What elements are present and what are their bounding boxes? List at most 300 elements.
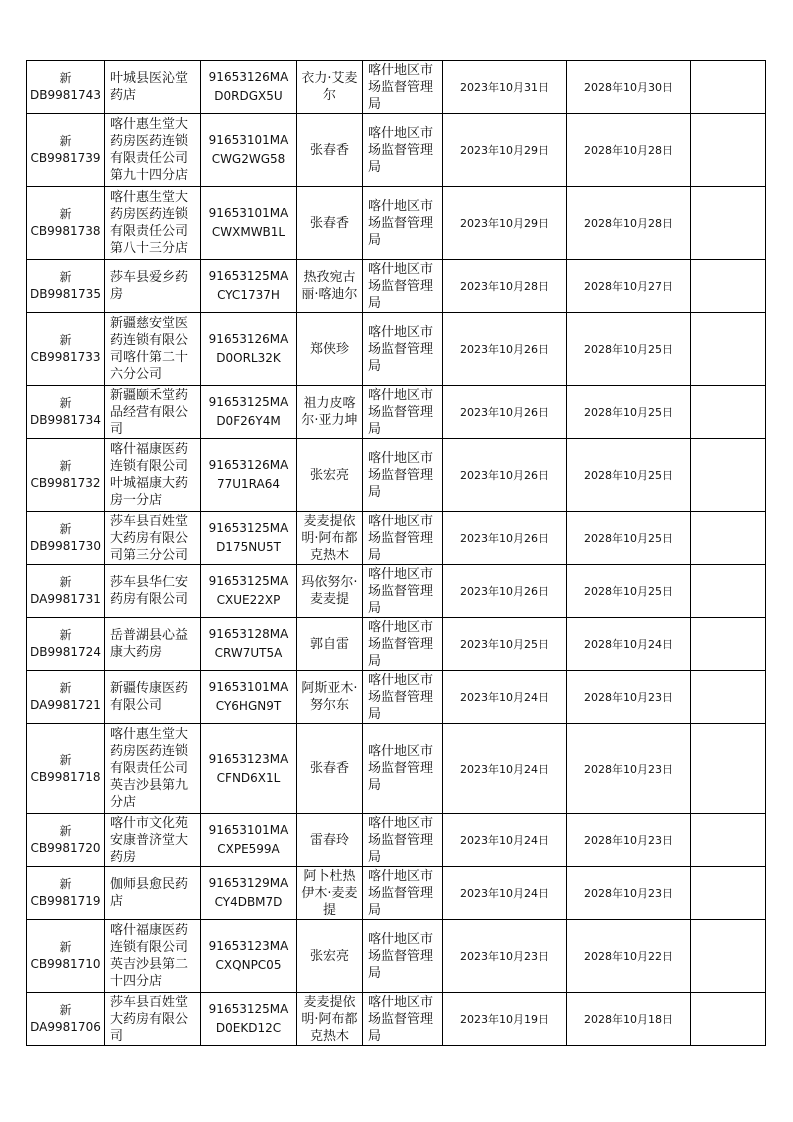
issue-date-cell: 2023年10月31日 [443,61,567,114]
license-number: CB9981733 [30,350,101,364]
province-prefix: 新 [59,752,72,767]
cell-line: 药店 [110,88,137,103]
remarks-cell [691,260,766,313]
cell-line: 张春香 [309,142,349,158]
cell-line: 品经营有限公 [110,404,189,420]
province-prefix: 新 [59,333,72,347]
license-number-cell [27,61,105,114]
remarks-cell [691,313,766,386]
credit-code-cell [201,814,297,867]
legal-person-cell [297,993,363,1046]
cell-line: 有限公司 [110,698,163,713]
cell-line: 第八十三分店 [110,241,189,256]
cell-line: CWXMWB1L [211,225,286,239]
legal-person-cell [297,920,363,993]
cell-line: 91653125MA [208,1002,289,1016]
cell-line: 场监督管理 [368,215,434,231]
cell-line: CRW7UT5A [214,646,283,660]
cell-line: 明·阿布都 [301,1011,358,1027]
cell-line: 药房医药连锁 [110,207,189,222]
cell-line: 局 [368,849,382,865]
issuing-authority-cell [363,439,443,512]
cell-line: 91653128MA [208,627,289,641]
expiry-date-cell: 2028年10月23日 [567,867,691,920]
table-row [27,920,766,993]
cell-line: 热孜宛古 [303,270,356,285]
license-number: DB9981743 [30,88,101,102]
cell-line: 局 [368,295,382,311]
legal-person-cell [297,187,363,260]
remarks-cell [691,114,766,187]
province-prefix: 新 [59,877,72,891]
cell-line: 郭自雷 [309,636,349,652]
issuing-authority-cell [363,565,443,618]
cell-line: 喀什地区市 [368,672,434,688]
license-number-cell [27,867,105,920]
cell-line: 丽·喀迪尔 [301,287,358,302]
cell-line: 麦麦提 [309,592,349,607]
remarks-cell [691,439,766,512]
credit-code-cell [201,993,297,1046]
cell-line: 大药房有限公 [110,530,189,546]
legal-person-cell [297,867,363,920]
license-number-cell [27,565,105,618]
license-number-cell [27,187,105,260]
expiry-date-cell: 2028年10月28日 [567,187,691,260]
cell-line: 店 [110,894,124,909]
cell-line: 玛依努尔· [301,575,358,590]
company-name-cell [105,386,201,439]
license-number: DB9981730 [30,539,101,553]
legal-person-cell [297,61,363,114]
cell-line: 91653101MA [208,206,289,220]
expiry-date-cell: 2028年10月25日 [567,313,691,386]
cell-line: 岳普湖县心益 [110,628,189,643]
issue-date-cell: 2023年10月29日 [443,114,567,187]
remarks-cell [691,814,766,867]
province-prefix: 新 [59,824,72,838]
cell-line: CY6HGN9T [215,699,282,713]
cell-line: 药房有限公司 [110,592,189,607]
issue-date-cell: 2023年10月24日 [443,867,567,920]
legal-person-cell [297,565,363,618]
cell-line: 第九十四分店 [110,168,189,183]
cell-line: 郑侠珍 [309,341,349,357]
legal-person-cell [297,512,363,565]
cell-line: 有限责任公司 [110,761,189,776]
issuing-authority-cell [363,61,443,114]
issuing-authority-cell [363,867,443,920]
province-prefix: 新 [59,71,72,85]
cell-line: CWG2WG58 [211,152,286,166]
cell-line: 克热木 [309,547,349,563]
table-row [27,386,766,439]
cell-line: 喀什惠生堂大 [110,117,189,132]
cell-line: 有限责任公司 [110,224,189,239]
legal-person-cell [297,439,363,512]
province-prefix: 新 [59,628,72,642]
expiry-date-cell: 2028年10月24日 [567,618,691,671]
cell-line: CXUE22XP [216,593,281,607]
company-name-cell [105,618,201,671]
cell-line: 局 [368,358,382,374]
cell-line: 提 [322,902,336,918]
cell-line: 麦麦提依 [303,513,356,529]
issuing-authority-cell [363,814,443,867]
cell-line: 六分公司 [110,367,163,382]
license-number: DB9981734 [30,413,101,427]
license-number: CB9981710 [30,957,101,971]
cell-line: 伽师县愈民药 [110,877,189,892]
cell-line: 场监督管理 [368,948,434,964]
cell-line: 91653123MA [208,939,289,953]
cell-line: 局 [368,232,382,248]
license-number-cell [27,313,105,386]
issuing-authority-cell [363,618,443,671]
cell-line: 十四分店 [110,974,163,989]
cell-line: 喀什地区市 [368,198,434,214]
license-number: CB9981719 [30,894,101,908]
issue-date-cell: 2023年10月24日 [443,724,567,814]
cell-line: 阿卜杜热 [303,868,356,884]
remarks-cell [691,618,766,671]
credit-code-cell [201,386,297,439]
expiry-date-cell: 2028年10月28日 [567,114,691,187]
issuing-authority-cell [363,920,443,993]
cell-line: 张春香 [309,215,349,231]
cell-line: 大药房有限公 [110,1011,189,1027]
cell-line: 新疆颐禾堂药 [110,387,189,403]
company-name-cell [105,724,201,814]
cell-line: 喀什福康医药 [110,442,189,457]
cell-line: 喀什地区市 [368,261,434,277]
credit-code-cell [201,512,297,565]
license-number-cell [27,439,105,512]
issuing-authority-cell [363,671,443,724]
remarks-cell [691,724,766,814]
cell-line: 场监督管理 [368,636,434,652]
province-prefix: 新 [59,681,72,695]
company-name-cell [105,114,201,187]
credit-code-cell [201,867,297,920]
cell-line: 麦麦提依 [303,994,356,1010]
cell-line: 莎车县百姓堂 [110,994,189,1010]
cell-line: 房 [110,287,124,302]
issuing-authority-cell [363,114,443,187]
province-prefix: 新 [59,1003,72,1017]
cell-line: 喀什福康医药 [110,923,189,938]
province-prefix: 新 [59,270,72,284]
cell-line: 91653126MA [208,332,289,346]
license-number-cell [27,993,105,1046]
issuing-authority-cell [363,386,443,439]
table-row [27,565,766,618]
cell-line: 喀什地区市 [368,931,434,947]
cell-line: 新疆传康医药 [110,681,189,696]
issue-date-cell: 2023年10月29日 [443,187,567,260]
issuing-authority-cell [363,187,443,260]
cell-line: 场监督管理 [368,761,434,776]
cell-line: 局 [368,706,382,722]
cell-line: 司第三分公司 [110,547,189,563]
table-row [27,724,766,814]
cell-line: 叶城县医沁堂 [110,71,189,86]
cell-line: 喀什地区市 [368,62,434,78]
expiry-date-cell: 2028年10月25日 [567,565,691,618]
cell-line: 91653123MA [208,751,289,766]
cell-line: 连锁有限公司 [110,940,189,955]
cell-line: D0EKD12C [215,1021,282,1035]
cell-line: 喀什地区市 [368,387,434,403]
issue-date-cell: 2023年10月26日 [443,313,567,386]
legal-person-cell [297,114,363,187]
license-number: DA9981706 [30,1020,101,1034]
issue-date-cell: 2023年10月26日 [443,386,567,439]
table-body [27,61,766,1046]
remarks-cell [691,565,766,618]
cell-line: 房一分店 [110,493,163,508]
cell-line: 局 [368,653,382,669]
cell-line: D0RDGX5U [214,89,283,103]
cell-line: CFND6X1L [216,770,281,785]
license-number-cell [27,512,105,565]
credit-code-cell [201,187,297,260]
license-number-cell [27,814,105,867]
license-number-cell [27,920,105,993]
cell-line: 莎车县百姓堂 [110,513,189,529]
credit-code-cell [201,671,297,724]
credit-code-cell [201,920,297,993]
credit-code-cell [201,313,297,386]
cell-line: 尔·亚力坤 [301,413,358,428]
company-name-cell [105,61,201,114]
license-number-cell [27,114,105,187]
issue-date-cell: 2023年10月23日 [443,920,567,993]
license-number: CB9981718 [30,769,101,784]
issue-date-cell: 2023年10月24日 [443,814,567,867]
cell-line: 喀什地区市 [368,324,434,340]
company-name-cell [105,187,201,260]
remarks-cell [691,867,766,920]
cell-line: 康大药房 [110,645,163,660]
remarks-cell [691,671,766,724]
expiry-date-cell: 2028年10月23日 [567,671,691,724]
cell-line: 新疆慈安堂医 [110,316,189,331]
legal-person-cell [297,386,363,439]
cell-line: 司 [110,421,124,437]
cell-line: 场监督管理 [368,404,434,420]
expiry-date-cell: 2028年10月25日 [567,512,691,565]
credit-code-cell [201,439,297,512]
province-prefix: 新 [59,459,72,473]
cell-line: 91653101MA [208,680,289,694]
credit-code-cell [201,114,297,187]
license-number-cell [27,260,105,313]
cell-line: 英吉沙县第二 [110,957,189,972]
license-number: CB9981738 [30,224,101,238]
license-number: CB9981739 [30,151,101,165]
issue-date-cell: 2023年10月26日 [443,439,567,512]
company-name-cell [105,814,201,867]
cell-line: 莎车县爱乡药 [110,270,189,285]
legal-person-cell [297,814,363,867]
cell-line: D0F26Y4M [216,414,281,428]
cell-line: 喀什惠生堂大 [110,190,189,205]
legal-person-cell [297,618,363,671]
province-prefix: 新 [59,134,72,148]
legal-person-cell [297,724,363,814]
license-number-cell [27,618,105,671]
license-number: DB9981724 [30,645,101,659]
cell-line: 喀什地区市 [368,744,434,759]
expiry-date-cell: 2028年10月27日 [567,260,691,313]
issuing-authority-cell [363,993,443,1046]
issue-date-cell: 2023年10月26日 [443,512,567,565]
table-row [27,993,766,1046]
issue-date-cell: 2023年10月25日 [443,618,567,671]
credit-code-cell [201,618,297,671]
license-number: CB9981720 [30,841,101,855]
company-name-cell [105,993,201,1046]
table-row [27,618,766,671]
cell-line: 91653101MA [208,133,289,147]
license-number-cell [27,724,105,814]
cell-line: 喀什惠生堂大 [110,727,189,742]
cell-line: 91653125MA [208,395,289,409]
cell-line: 91653126MA [208,70,289,84]
cell-line: 喀什地区市 [368,619,434,635]
cell-line: 药房医药连锁 [110,744,189,759]
company-name-cell [105,671,201,724]
cell-line: 91653125MA [208,269,289,283]
cell-line: 司喀什第二十 [110,350,189,365]
cell-line: 喀什市文化苑 [110,815,189,831]
cell-line: 阿斯亚木· [301,681,358,696]
license-number: DA9981731 [30,592,101,606]
cell-line: 司 [110,1028,124,1044]
cell-line: 分店 [110,795,137,810]
issuing-authority-cell [363,724,443,814]
cell-line: 克热木 [309,1028,349,1044]
cell-line: 场监督管理 [368,885,434,901]
cell-line: 莎车县华仁安 [110,575,189,590]
cell-line: 尔 [322,88,336,103]
cell-line: 伊木·麦麦 [301,885,358,901]
credit-code-cell [201,724,297,814]
issue-date-cell: 2023年10月26日 [443,565,567,618]
cell-line: 明·阿布都 [301,530,358,546]
cell-line: 场监督管理 [368,341,434,357]
license-number-cell [27,386,105,439]
company-name-cell [105,512,201,565]
table-row [27,260,766,313]
cell-line: 药房 [110,849,137,865]
table-row [27,114,766,187]
province-prefix: 新 [59,207,72,221]
license-number: DA9981721 [30,698,101,712]
cell-line: D175NU5T [216,540,281,554]
cell-line: 局 [368,547,382,563]
legal-person-cell [297,671,363,724]
cell-line: 努尔东 [309,698,349,713]
expiry-date-cell: 2028年10月23日 [567,814,691,867]
issue-date-cell: 2023年10月28日 [443,260,567,313]
credit-code-cell [201,61,297,114]
cell-line: 张宏亮 [309,948,349,964]
cell-line: 祖力皮喀 [303,396,356,411]
province-prefix: 新 [59,575,72,589]
table-row [27,439,766,512]
cell-line: 场监督管理 [368,79,434,95]
expiry-date-cell: 2028年10月18日 [567,993,691,1046]
cell-line: 药房医药连锁 [110,134,189,149]
table-row [27,61,766,114]
company-name-cell [105,565,201,618]
cell-line: 张春香 [309,761,349,776]
remarks-cell [691,61,766,114]
cell-line: 有限责任公司 [110,151,189,166]
cell-line: 场监督管理 [368,689,434,705]
province-prefix: 新 [59,522,72,536]
cell-line: 场监督管理 [368,467,434,483]
company-name-cell [105,867,201,920]
remarks-cell [691,512,766,565]
cell-line: 场监督管理 [368,832,434,848]
cell-line: 安康普济堂大 [110,832,189,848]
cell-line: 局 [368,902,382,918]
expiry-date-cell: 2028年10月25日 [567,439,691,512]
cell-line: 喀什地区市 [368,125,434,141]
cell-line: CXPE599A [217,842,280,856]
table-row [27,671,766,724]
credit-code-cell [201,260,297,313]
cell-line: 局 [368,421,382,437]
issuing-authority-cell [363,512,443,565]
cell-line: 药连锁有限公 [110,333,189,348]
table-row [27,512,766,565]
issue-date-cell: 2023年10月24日 [443,671,567,724]
cell-line: 91653126MA [208,458,289,472]
cell-line: CXQNPC05 [215,958,282,972]
issuing-authority-cell [363,260,443,313]
cell-line: 91653129MA [208,876,289,890]
cell-line: 局 [368,96,382,112]
table-row [27,313,766,386]
cell-line: 叶城福康大药 [110,476,189,491]
province-prefix: 新 [59,396,72,410]
remarks-cell [691,187,766,260]
cell-line: 张宏亮 [309,467,349,483]
remarks-cell [691,920,766,993]
cell-line: 77U1RA64 [216,477,281,491]
license-number-cell [27,671,105,724]
cell-line: 场监督管理 [368,583,434,599]
cell-line: 场监督管理 [368,278,434,294]
license-number: CB9981732 [30,476,101,490]
table-row [27,867,766,920]
cell-line: D0ORL32K [216,351,281,365]
province-prefix: 新 [59,940,72,954]
cell-line: 局 [368,965,382,981]
remarks-cell [691,386,766,439]
table-row [27,814,766,867]
remarks-cell [691,993,766,1046]
cell-line: CYC1737H [217,288,280,302]
cell-line: 连锁有限公司 [110,459,189,474]
cell-line: 局 [368,778,382,793]
cell-line: 局 [368,484,382,500]
cell-line: 局 [368,600,382,616]
